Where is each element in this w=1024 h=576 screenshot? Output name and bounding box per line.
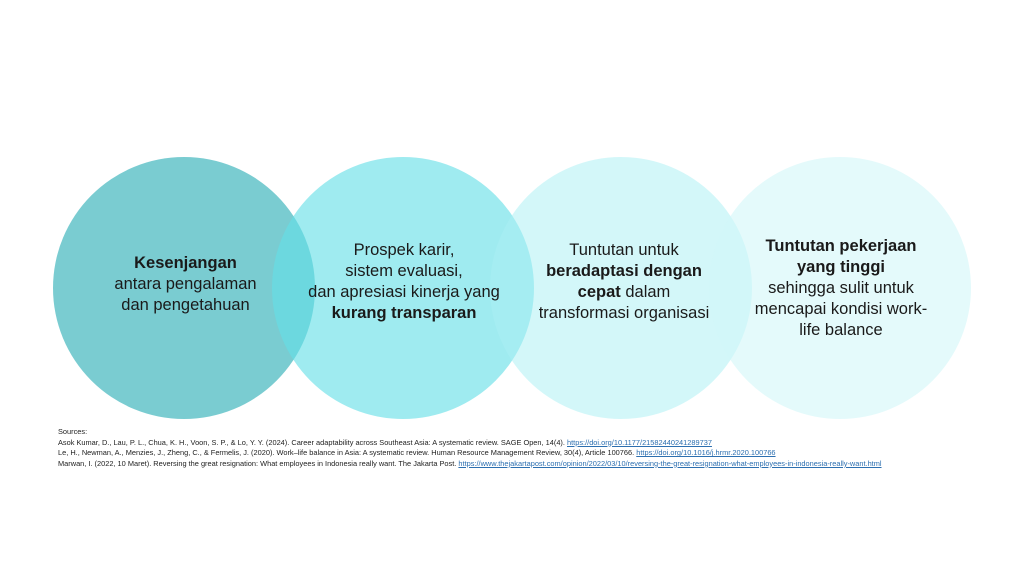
source-ref-2-link[interactable]: https://doi.org/10.1016/j.hrmr.2020.100766: [636, 448, 776, 458]
circle-2-line-3: dan apresiasi kinerja yang: [308, 283, 500, 301]
sources-block: [58, 427, 978, 469]
circle-2-text: [298, 240, 510, 324]
source-ref-2-text: Le, H., Newman, A., Menzies, J., Zheng, C., & Fermelis, J. (2020). Work–life balance in Asia: A systematic review. Human Resource Management Review, 30(4), Article 100766.: [58, 448, 635, 458]
circle-1-line-2: antara pengalaman: [114, 275, 257, 293]
circle-1-line-1: Kesenjangan: [134, 254, 237, 272]
source-ref-2: [58, 448, 978, 459]
circle-1-line-3: dan pengetahuan: [121, 296, 250, 314]
circle-3-line-4: transformasi organisasi: [538, 304, 710, 322]
source-ref-1: [58, 438, 978, 449]
circle-2-line-4: kurang transparan: [331, 304, 477, 322]
source-ref-1-text: Asok Kumar, D., Lau, P. L., Chua, K. H., Voon, S. P., & Lo, Y. Y. (2024). Career adaptability across Southeast Asia: A systematic review. SAGE Open, 14(4).: [58, 437, 565, 447]
source-ref-3-link[interactable]: https://www.thejakartapost.com/opinion/2022/03/10/reversing-the-great-resignation-what-employees-in-indonesia-really-want.html: [458, 458, 882, 468]
sources-heading: Sources:: [58, 427, 88, 436]
circle-4-line-2: yang tinggi: [797, 258, 885, 276]
circle-3-line-2: beradaptasi dengan: [546, 262, 702, 280]
source-ref-1-link[interactable]: https://doi.org/10.1177/21582440241289737: [567, 437, 712, 447]
circle-1-text: [83, 253, 288, 316]
circle-3-text: [518, 240, 730, 324]
circle-4-line-5: life balance: [799, 321, 883, 339]
circle-3-line-1: Tuntutan untuk: [569, 241, 679, 259]
circle-4-line-1: Tuntutan pekerjaan: [765, 237, 917, 255]
source-ref-3-text: Marwan, I. (2022, 10 Maret). Reversing the great resignation: What employees in Indonesia really want. The Jakarta Post.: [58, 458, 457, 468]
circle-4-line-3: sehingga sulit untuk: [768, 279, 914, 297]
circle-3-line-3: cepat dalam: [577, 283, 671, 301]
circle-4-line-4: mencapai kondisi work-: [754, 300, 928, 318]
source-ref-3: [58, 459, 978, 470]
circle-2-line-2: sistem evaluasi,: [345, 262, 463, 280]
circle-4-text: [738, 236, 944, 341]
circle-2-line-1: Prospek karir,: [353, 241, 455, 259]
